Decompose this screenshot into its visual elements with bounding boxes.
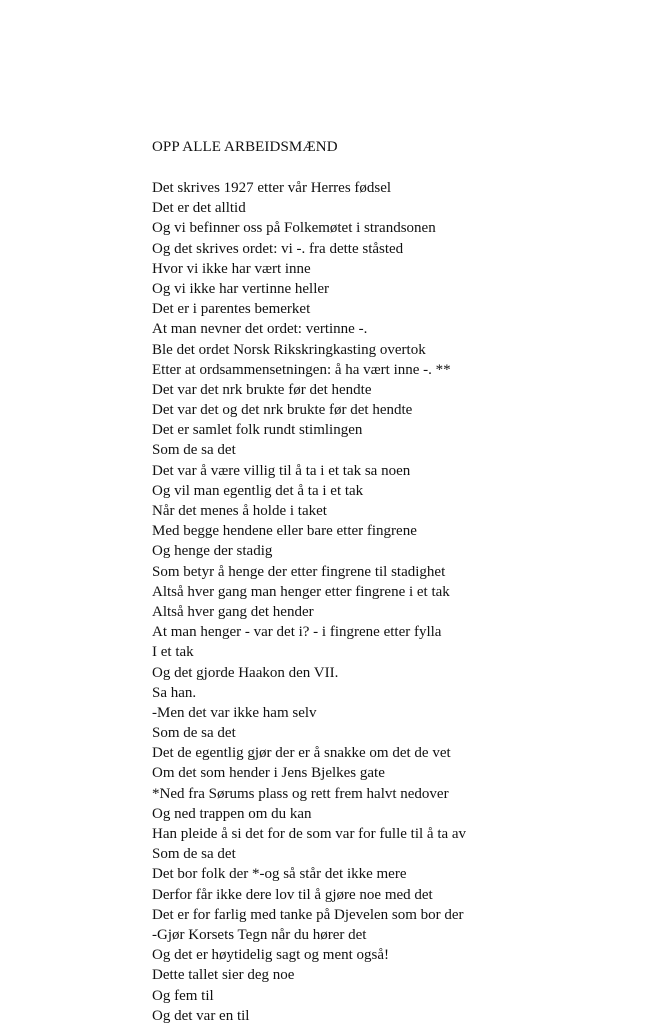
poem-line: Og det skrives ordet: vi -. fra dette ståsted — [152, 240, 404, 257]
poem-line: Det er det alltid — [152, 200, 246, 217]
poem-line: Derfor får ikke dere lov til å gjøre noe med det — [152, 886, 433, 903]
poem-line: Og vil man egentlig det å ta i et tak — [152, 482, 364, 499]
poem-line: Altså hver gang det hender — [152, 603, 314, 620]
poem-title: OPP ALLE ARBEIDSMÆND — [152, 139, 338, 155]
poem-line: Som betyr å henge der etter fingrene til stadighet — [152, 563, 446, 580]
poem-line: Og det er høytidelig sagt og ment også! — [152, 947, 390, 964]
poem-line: Det var å være villig til å ta i et tak sa noen — [152, 462, 411, 479]
poem-line: I et tak — [152, 644, 194, 661]
poem-line: Det de egentlig gjør der er å snakke om det de vet — [152, 745, 451, 762]
poem-line: Det skrives 1927 etter vår Herres fødsel — [152, 180, 392, 196]
poem-line: Som de sa det — [152, 846, 236, 863]
poem-line: Og vi ikke har vertinne heller — [152, 280, 330, 297]
poem-line: Med begge hendene eller bare etter fingrene — [152, 523, 417, 540]
poem-line: At man nevner det ordet: vertinne -. — [152, 321, 368, 338]
poem-line: Som de sa det — [152, 442, 236, 459]
poem-line: Og ned trappen om du kan — [152, 805, 312, 822]
poem-line: Etter at ordsammensetningen: å ha vært inne -. ** — [152, 361, 451, 378]
poem-line: Om det som hender i Jens Bjelkes gate — [152, 765, 385, 782]
poem-line: Og det var en til — [152, 1007, 250, 1024]
poem-line: Og det gjorde Haakon den VII. — [152, 664, 339, 681]
poem-line: Dette tallet sier deg noe — [152, 967, 295, 984]
poem-line: Og vi befinner oss på Folkemøtet i strandsonen — [152, 220, 436, 237]
poem-line: Det var det og det nrk brukte før det hendte — [152, 402, 413, 419]
poem-line: Ble det ordet Norsk Rikskringkasting overtok — [152, 341, 426, 358]
poem-line: At man henger - var det i? - i fingrene etter fylla — [152, 624, 442, 641]
poem-line: Han pleide å si det for de som var for fulle til å ta av — [152, 826, 467, 842]
poem-line: Sa han. — [152, 684, 197, 701]
poem-body — [152, 178, 466, 1026]
poem-line: Det bor folk der *-og så står det ikke mere — [152, 866, 407, 883]
poem-line: Som de sa det — [152, 725, 236, 742]
poem-line: Det var det nrk brukte før det hendte — [152, 381, 372, 398]
poem-line: -Gjør Korsets Tegn når du hører det — [152, 926, 367, 943]
poem-line: Altså hver gang man henger etter fingrene i et tak — [152, 583, 450, 600]
poem-line: Det er i parentes bemerket — [152, 301, 311, 318]
poem-line: Det er samlet folk rundt stimlingen — [152, 422, 363, 439]
poem-line: *Ned fra Sørums plass og rett frem halvt nedover — [152, 785, 449, 802]
poem-line: Det er for farlig med tanke på Djevelen som bor der — [152, 906, 464, 923]
poem-line: Og fem til — [152, 987, 214, 1004]
poem-line: Hvor vi ikke har vært inne — [152, 260, 311, 277]
poem-line: Og henge der stadig — [152, 543, 273, 560]
poem-line: -Men det var ikke ham selv — [152, 704, 317, 721]
poem-line: Når det menes å holde i taket — [152, 503, 327, 519]
